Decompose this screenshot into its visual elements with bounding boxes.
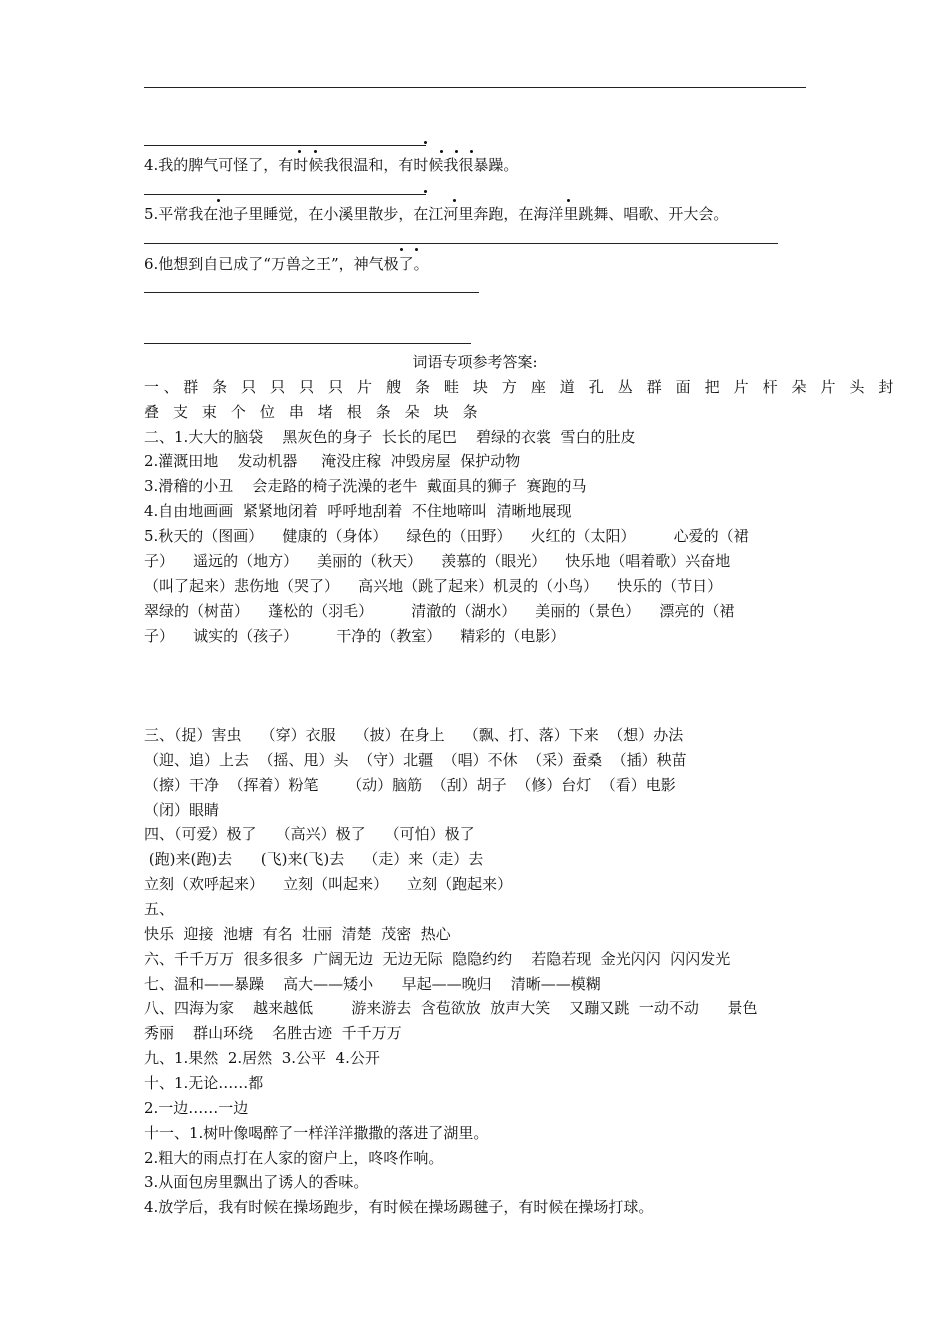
emphasis-dot — [314, 150, 317, 153]
emphasis-dot — [424, 190, 427, 193]
emphasis-dot — [415, 248, 418, 251]
emphasis-dot — [455, 150, 458, 153]
answer-blank-line — [144, 194, 426, 195]
answer-line: （叫了起来）悲伤地（哭了） 高兴地（跳了起来）机灵的（小鸟） 快乐的（节日） — [144, 577, 723, 595]
top-divider — [144, 87, 806, 88]
answer-line: 5.秋天的（图画） 健康的（身体） 绿色的（田野） 火红的（太阳） 心爱的（裙 — [144, 527, 749, 545]
answer-line: （闭）眼睛 — [144, 801, 220, 819]
emphasis-dot — [453, 199, 456, 202]
emphasis-dot — [440, 150, 443, 153]
answer-line: 秀丽 群山环绕 名胜古迹 千千万万 — [144, 1024, 402, 1042]
answer-line: 九、1.果然 2.居然 3.公平 4.公开 — [144, 1049, 380, 1067]
answer-line: 十、1.无论……都 — [144, 1074, 264, 1092]
answer-line: 2.灌溉田地 发动机器 淹没庄稼 冲毁房屋 保护动物 — [144, 452, 521, 470]
emphasis-dot — [298, 150, 301, 153]
emphasis-dot — [217, 199, 220, 202]
answer-line: 三、（捉）害虫 （穿）衣服 （披）在身上 （飘、打、落）下来 （想）办法 — [144, 726, 684, 744]
answer-blank-line — [144, 343, 471, 344]
answer-line: 五、 — [144, 900, 175, 918]
answer-line: 子） 遥远的（地方） 美丽的（秋天） 羡慕的（眼光） 快乐地（唱着歌）兴奋地 — [144, 552, 731, 570]
emphasis-dot — [400, 248, 403, 251]
answer-line: 4.放学后，我有时候在操场跑步，有时候在操场踢毽子，有时候在操场打球。 — [144, 1198, 654, 1216]
emphasis-dot — [470, 150, 473, 153]
answer-line: 八、四海为家 越来越低 游来游去 含苞欲放 放声大笑 又蹦又跳 一动不动 景色 — [144, 999, 758, 1017]
answer-line: 2.粗大的雨点打在人家的窗户上，咚咚作响。 — [144, 1149, 444, 1167]
answer-line: 六、千千万万 很多很多 广阔无边 无边无际 隐隐约约 若隐若现 金光闪闪 闪闪发光 — [144, 950, 731, 968]
answer-line: 一、群 条 只 只 只 只 片 艘 条 畦 块 方 座 道 孔 丛 群 面 把 片 杆 朵 片 头 封 — [144, 378, 899, 396]
answer-line: (跑)来(跑)去 (飞)来(飞)去 （走）来（走）去 — [144, 850, 484, 868]
answer-line: 4.自由地画画 紧紧地闭着 呼呼地刮着 不住地啼叫 清晰地展现 — [144, 502, 572, 520]
answer-line: 翠绿的（树苗） 蓬松的（羽毛） 清澈的（湖水） 美丽的（景色） 漂亮的（裙 — [144, 602, 735, 620]
answer-line: 2.一边……一边 — [144, 1099, 249, 1117]
answers-title: 词语专项参考答案: — [412, 353, 538, 371]
answer-blank-line — [144, 243, 778, 244]
answer-line: 二、1.大大的脑袋 黑灰色的身子 长长的尾巴 碧绿的衣裳 雪白的肚皮 — [144, 428, 636, 446]
question-4: 4.我的脾气可怪了，有时候我很温和，有时候我很暴躁。 — [144, 156, 519, 174]
answer-blank-line — [144, 292, 479, 293]
answer-line: 叠 支 束 个 位 串 堵 根 条 朵 块 条 — [144, 403, 483, 421]
answer-line: 3.滑稽的小丑 会走路的椅子洗澡的老牛 戴面具的狮子 赛跑的马 — [144, 477, 587, 495]
answer-line: 立刻（欢呼起来） 立刻（叫起来） 立刻（跑起来） — [144, 875, 513, 893]
answer-line: 子） 诚实的（孩子） 干净的（教室） 精彩的（电影） — [144, 627, 566, 645]
answer-line: （擦）干净 （挥着）粉笔 （动）脑筋 （刮）胡子 （修）台灯 （看）电影 — [144, 776, 676, 794]
answer-line: 快乐 迎接 池塘 有名 壮丽 清楚 茂密 热心 — [144, 925, 451, 943]
emphasis-dot — [424, 141, 427, 144]
answer-blank-line — [144, 145, 426, 146]
answer-line: 七、温和——暴躁 高大——矮小 早起——晚归 清晰——模糊 — [144, 975, 601, 993]
answer-line: （迎、追）上去 （摇、甩）头 （守）北疆 （唱）不休 （采）蚕桑 （插）秧苗 — [144, 751, 687, 769]
question-6: 6.他想到自已成了“万兽之王”，神气极了。 — [144, 255, 429, 273]
emphasis-dot — [567, 199, 570, 202]
question-5: 5.平常我在池子里睡觉，在小溪里散步，在江河里奔跑，在海洋里跳舞、唱歌、开大会。 — [144, 205, 729, 223]
answer-line: 十一、1.树叶像喝醉了一样洋洋撒撒的落进了湖里。 — [144, 1124, 489, 1142]
answer-line: 3.从面包房里飘出了诱人的香味。 — [144, 1173, 369, 1191]
answer-line: 四、（可爱）极了 （高兴）极了 （可怕）极了 — [144, 825, 475, 843]
